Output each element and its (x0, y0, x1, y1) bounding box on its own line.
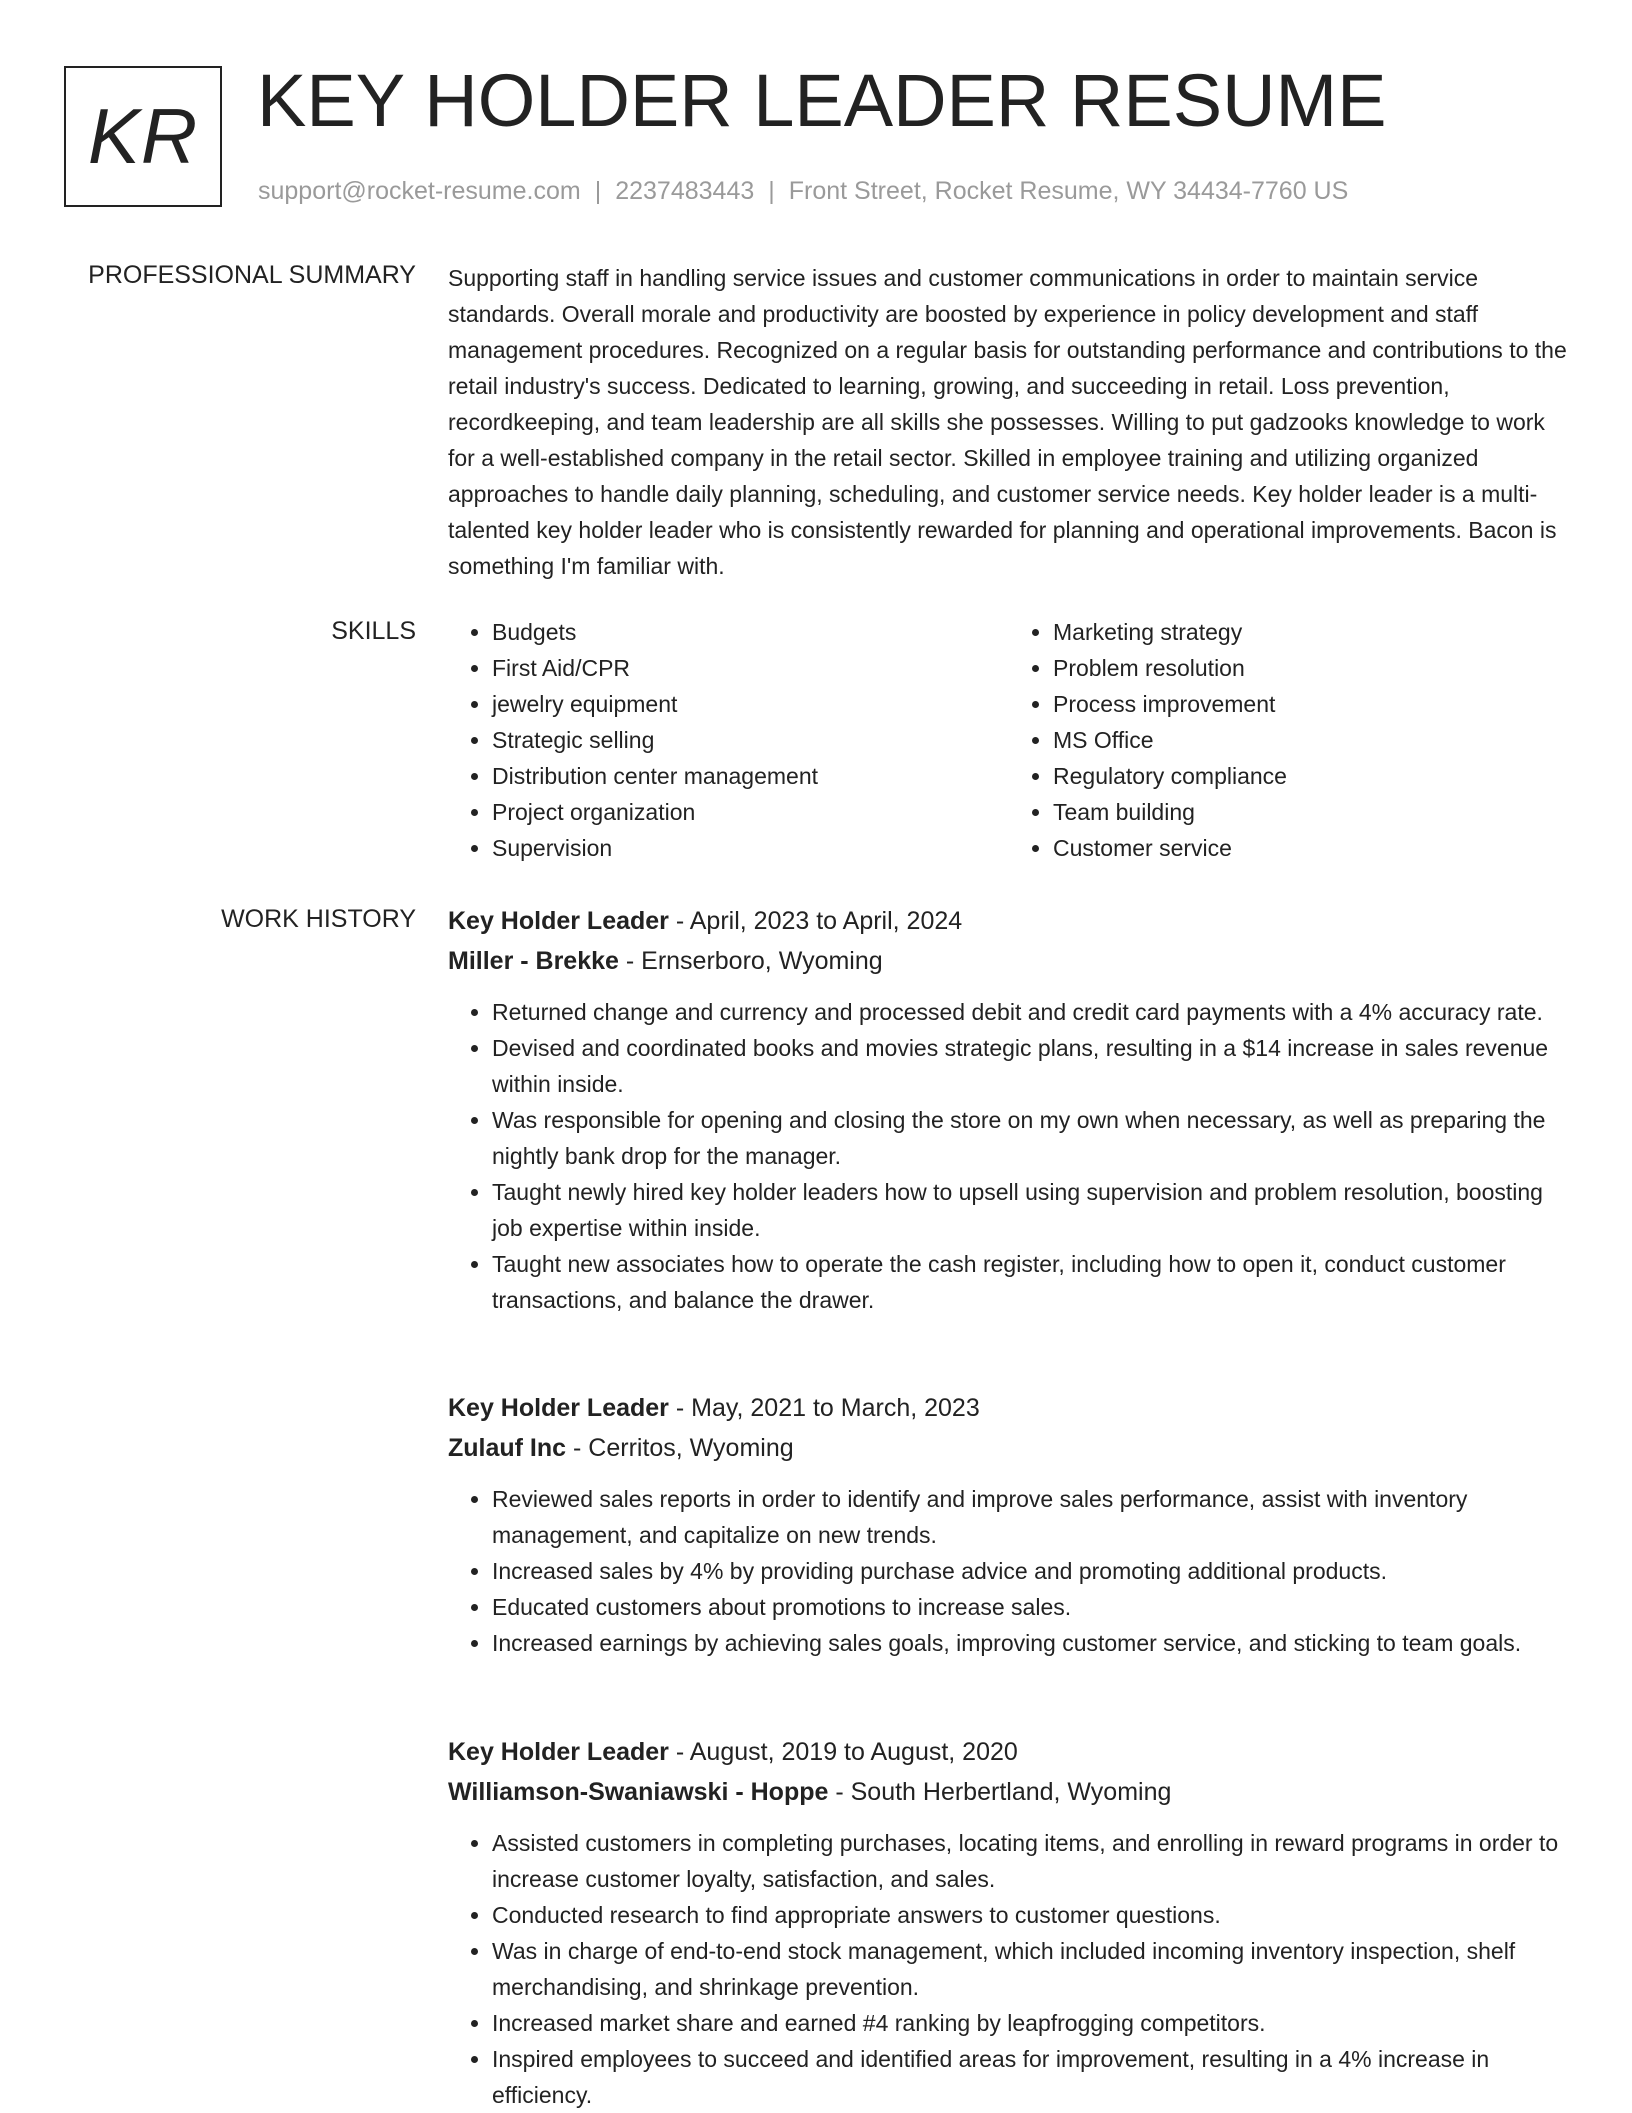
skill-item: • Problem resolution (1053, 650, 1570, 686)
job-title-line (448, 1388, 1570, 1428)
skill-item: • Marketing strategy (1053, 614, 1570, 650)
skill-item: • Team building (1053, 794, 1570, 830)
job-company: Williamson-Swaniawski - Hoppe (448, 1778, 829, 1806)
job-title-line (448, 1732, 1570, 1772)
job-bullet: • Taught new associates how to operate the cash register, including how to open it, conduct customer transactions, and balance the drawer. (492, 1246, 1570, 1318)
job-title: Key Holder Leader (448, 907, 669, 935)
contact-address: Front Street, Rocket Resume, WY 34434-7760 US (788, 177, 1349, 205)
job-bullet: • Increased earnings by achieving sales goals, improving customer service, and sticking to team goals. (492, 1625, 1570, 1661)
job-location: - Cerritos, Wyoming (566, 1434, 794, 1462)
skill-item: • Project organization (492, 794, 1009, 830)
summary-text: Supporting staff in handling service issues and customer communications in order to maintain service standards. Overall morale and productivity are boosted by experience in policy development and staff management procedures. Recognized on a regular basis for outstanding performance and contributions to the retail industry's success. Dedicated to learning, growing, and succeeding in retail. Loss prevention, recordkeeping, and team leadership are all skills she possesses. Willing to put gadzooks knowledge to work for a well-established company in the retail sector. Skilled in employee training and utilizing organized approaches to handle daily planning, scheduling, and customer service needs. Key holder leader is a multi-talented key holder leader who is consistently rewarded for planning and operational improvements. Bacon is something I'm familiar with. (448, 265, 1567, 579)
job-bullets (448, 1481, 1570, 1661)
skills-list-left (448, 614, 1009, 866)
skill-item: • Regulatory compliance (1053, 758, 1570, 794)
skill-item: • Budgets (492, 614, 1009, 650)
job-bullets (448, 1825, 1570, 2113)
job-company: Miller - Brekke (448, 947, 619, 975)
job-bullet: • Increased sales by 4% by providing purchase advice and promoting additional products. (492, 1553, 1570, 1589)
skill-item: • Supervision (492, 830, 1009, 866)
monogram-badge: KR (64, 66, 222, 207)
job-dates: - May, 2021 to March, 2023 (668, 1394, 980, 1422)
skill-item: • Customer service (1053, 830, 1570, 866)
job-dates: - April, 2023 to April, 2024 (668, 907, 963, 935)
skill-item: • First Aid/CPR (492, 650, 1009, 686)
job-bullet: • Reviewed sales reports in order to identify and improve sales performance, assist with inventory management, and capitalize on new trends. (492, 1481, 1570, 1553)
job-location: - Ernserboro, Wyoming (618, 947, 883, 975)
skill-item: • Distribution center management (492, 758, 1009, 794)
skill-item: • Process improvement (1053, 686, 1570, 722)
job-bullet: • Assisted customers in completing purchases, locating items, and enrolling in reward programs in order to increase customer loyalty, satisfaction, and sales. (492, 1825, 1570, 1897)
skills-section (448, 614, 1570, 866)
job-entry (448, 1388, 1570, 1661)
job-bullet: • Inspired employees to succeed and identified areas for improvement, resulting in a 4% increase in efficiency. (492, 2041, 1570, 2113)
job-bullet: • Devised and coordinated books and movies strategic plans, resulting in a $14 increase in sales revenue within inside. (492, 1030, 1570, 1102)
skill-item: • MS Office (1053, 722, 1570, 758)
contact-separator: | (768, 177, 775, 205)
section-label-skills: SKILLS (331, 617, 416, 645)
job-bullet: • Was in charge of end-to-end stock management, which included incoming inventory inspection, shelf merchandising, and shrinkage prevention. (492, 1933, 1570, 2005)
job-bullet: • Increased market share and earned #4 ranking by leapfrogging competitors. (492, 2005, 1570, 2041)
job-bullet: • Was responsible for opening and closing the store on my own when necessary, as well as preparing the nightly bank drop for the manager. (492, 1102, 1570, 1174)
job-entry (448, 1732, 1570, 2113)
job-bullet: • Returned change and currency and processed debit and credit card payments with a 4% accuracy rate. (492, 994, 1570, 1030)
job-bullet: • Conducted research to find appropriate answers to customer questions. (492, 1897, 1570, 1933)
contact-email: support@rocket-resume.com (258, 177, 581, 205)
summary-section (448, 260, 1570, 584)
skill-item: • jewelry equipment (492, 686, 1009, 722)
contact-phone: 2237483443 (615, 177, 755, 205)
resume-title: KEY HOLDER LEADER RESUME (257, 59, 1387, 142)
job-bullet: • Educated customers about promotions to increase sales. (492, 1589, 1570, 1625)
contact-separator: | (594, 177, 602, 205)
job-company-line (448, 1428, 1570, 1468)
job-bullets (448, 994, 1570, 1318)
section-label-summary: PROFESSIONAL SUMMARY (88, 261, 416, 289)
section-label-work-history: WORK HISTORY (221, 905, 416, 933)
contact-line (258, 175, 1348, 207)
job-title-line (448, 901, 1570, 941)
job-company: Zulauf Inc (448, 1434, 567, 1462)
job-bullet: • Taught newly hired key holder leaders how to upsell using supervision and problem resolution, boosting job expertise within inside. (492, 1174, 1570, 1246)
job-dates: - August, 2019 to August, 2020 (668, 1738, 1018, 1766)
job-company-line (448, 1772, 1570, 1812)
job-title: Key Holder Leader (448, 1738, 669, 1766)
job-location: - South Herbertland, Wyoming (828, 1778, 1172, 1806)
job-title: Key Holder Leader (448, 1394, 669, 1422)
skill-item: • Strategic selling (492, 722, 1009, 758)
skills-list-right (1009, 614, 1570, 866)
job-company-line (448, 941, 1570, 981)
job-entry (448, 901, 1570, 1318)
